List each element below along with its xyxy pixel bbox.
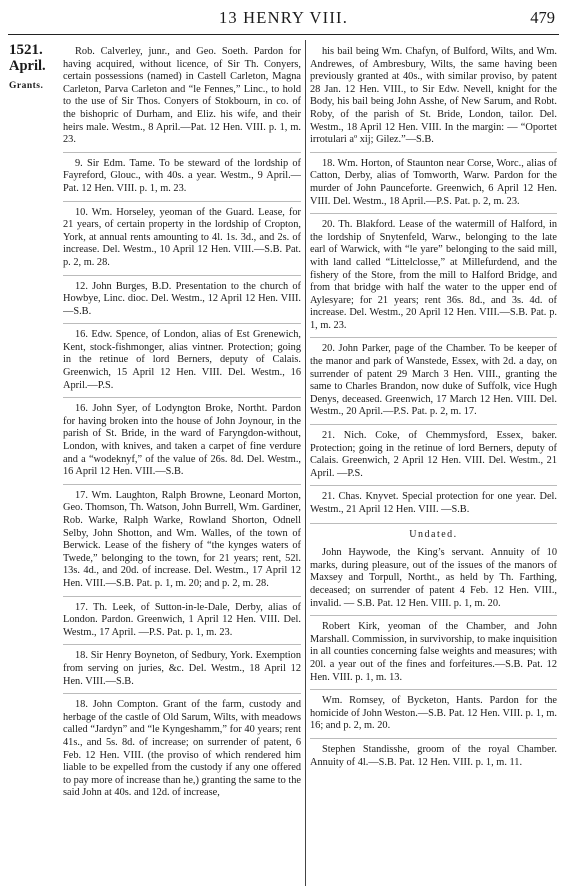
calendar-entry: 21. Nich. Coke, of Chemmysford, Essex, baker. Protection; going in the retinue of lord Berners, deputy of Calais. Greenwich, 2 April 12 Hen. VIII. Del. Westm., 21 April. —P.S. [310,424,557,480]
running-title: 13 HENRY VIII. [218,8,349,27]
page-header [0,8,567,32]
calendar-entry: 18. Sir Henry Boyneton, of Sedbury, York. Exemption from serving on juries, &c. Del. Westm., 18 April 12 Hen. VIII.—S.B. [63,644,301,688]
undated-entry: Stephen Standisshe, groom of the royal Chamber. Annuity of 4l.—S.B. Pat. 12 Hen. VIII. p. 1, m. 11. [310,738,557,769]
calendar-entry: 12. John Burges, B.D. Presentation to the church of Howbye, Linc. dioc. Del. Westm., 12 April 12 Hen. VIII.—S.B. [63,275,301,319]
margin-section: Grants. [9,81,44,91]
calendar-entry: 18. John Compton. Grant of the farm, custody and herbage of the castle of Old Sarum, Wilts, with meadows called “Jardyn” and “le Kyngeshamm,” for 40 years; rent 41s., and 5s. 8d. of increase; on surrender of patent, 6 Feb. 12 Hen. VIII. (the proviso of which rendered him liable to be expelled from the custody if any one offered to pay more of increase than he,) granting the same to the said John at 40s. and 12d. of increase, [63,693,301,800]
calendar-entry: Rob. Calverley, junr., and Geo. Soeth. Pardon for having acquired, without licence, of Sir Th. Conyers, certain possessions (named) in Castell Carleton, Magna Carleton, Parva Carleton and “le Fennes,” Linc., to hold to the use of Sir Thos. Conyers of Stokbourn, in co. of the bishopric of Durham, and Eliz. his wife, and their heirs male. Westm., 8 April.—Pat. 12 Hen. VIII. p. 1, m. 23. [63,46,301,146]
calendar-entry: 21. Chas. Knyvet. Special protection for one year. Del. Westm., 21 April 12 Hen. VIII. —S.B. [310,485,557,516]
column-divider [305,40,306,886]
calendar-entry: 10. Wm. Horseley, yeoman of the Guard. Lease, for 21 years, of certain property in the lordship of Cropton, York, at annual rents amounting to 4l. 1s. 3d., and 2s. of increase. Del. Westm., 10 April 12 Hen. VIII.—S.B. Pat. p. 2, m. 28. [63,201,301,270]
calendar-entry: 16. Edw. Spence, of London, alias of Est Grenewich, Kent, stock-fishmonger, alias vintner. Protection; going in the retinue of lord Berners, deputy of Calais. Greenwich, 15 April 12 Hen. VIII. Del. Westm., 16 April.—P.S. [63,323,301,392]
left-column [63,46,301,886]
calendar-entry: 17. Th. Leek, of Sutton-in-le-Dale, Derby, alias of London. Pardon. Greenwich, 1 April 12 Hen. VIII. Del. Westm., 17 April. —P.S. Pat. p. 1, m. 23. [63,596,301,640]
undated-entry: Wm. Romsey, of Bycketon, Hants. Pardon for the homicide of John Weston.—S.B. Pat. 12 Hen. VIII. p. 1, m. 16; and p. 2, m. 20. [310,689,557,733]
calendar-entry: 20. Th. Blakford. Lease of the watermill of Halford, in the lordship of Snytenfeld, Warw., belonging to the late earl of Warwick, with “le yare” belonging to the said mill, with land called “Littelclosse,” at Millefurdend, and the fishery of the Store, from the mill to Halford Bridge, and from that bridge with half the water to the upper end of Aylesyare; for 21 years; rent 36s. 8d., and 3s. 4d. of increase. Del. Westm., 20 April 12 Hen. VIII.—S.B. Pat. p. 1, m. 23. [310,213,557,332]
calendar-entry: 17. Wm. Laughton, Ralph Browne, Leonard Morton, Geo. Thomson, Th. Watson, John Burrell, Wm. Gardiner, Rob. Warke, Ralph Warke, Rowland Shorton, Odnell Selby, John Shotton, and Wm. Walles, of the town of Berwick. Lease of the fishery of “the kynges waters of Twede,” belonging to the town, for 21 years; rent, 52l. 13s. 4d., and 20d. of increase. Del. Westm., 17 April 12 Hen. VIII.—S.B. Pat. p. 1, m. 20; and p. 2, m. 28. [63,484,301,591]
right-column [310,46,557,886]
margin-month: April. [9,58,46,74]
header-rule [8,34,559,35]
calendar-entry: 20. John Parker, page of the Chamber. To be keeper of the manor and park of Wanstede, Essex, with 2d. a day, on surrender of patent 29 March 3 Hen. VIII., granting the same to Charles Brandon, now duke of Suffolk, vice Hugh Denys, deceased. Greenwich, 17 March 12 Hen. VIII. Del. Westm., 20 April.—P.S. Pat. p. 2, m. 17. [310,337,557,419]
calendar-entry: 18. Wm. Horton, of Staunton near Corse, Worc., alias of Catton, Derby, alias of Tomworth, Warw. Pardon for the murder of John Paunceforte. Greenwich, 6 April 12 Hen. VIII. Del. Westm., 18 April.—P.S. Pat. p. 2, m. 23. [310,152,557,208]
margin-year: 1521. [9,42,43,58]
calendar-entry: 9. Sir Edm. Tame. To be steward of the lordship of Fayreford, Glouc., with 40s. a year. Westm., 9 April.—Pat. 12 Hen. VIII. p. 1, m. 23. [63,152,301,196]
undated-heading: Undated. [310,523,557,542]
undated-entry: Robert Kirk, yeoman of the Chamber, and John Marshall. Commission, in survivorship, to make inquisition in all counties concerning false weights and measures; with 20l. a year out of the fines and forfeitures.—S.B. Pat. 12 Hen. VIII. p. 1, m. 13. [310,615,557,684]
page-number: 479 [530,8,555,27]
margin-notes [9,42,61,91]
calendar-entry: 16. John Syer, of Lodyngton Broke, Northt. Pardon for having broken into the house of John Joynour, in the parish of St. Bride, in the ward of Faryngdon-without, London, with knives, and taken a carpet of fine verdure and a “wodeknyf,” of the value of 26s. 8d. Del. Westm., 16 April 12 Hen. VIII.—S.B. [63,397,301,479]
calendar-entry-continued: his bail being Wm. Chafyn, of Bulford, Wilts, and Wm. Andrewes, of Ambresbury, Wilts, the same having been previously granted at 40s., with similar proviso, by patent 28 Jan. 12 Hen. VIII., to Sir Edw. Nevell, knight for the Body, his bail being John Asshe, of New Sarum, and Robt. Roby, of the parish of St. Bride, London, tailor. Del. Westm., 18 April 12 Hen. VIII. In the margin: — “Oportet irrotulari aº xij; Gilez.”—S.B. [310,46,557,146]
undated-entry: John Haywode, the King’s servant. Annuity of 10 marks, during pleasure, out of the issues of the manors of Maxsey and Torpull, Northt., as held by Th. Farthing, deceased; on surrender of patent 4 Feb. 12 Hen. VIII., invalid. — S.B. Pat. 12 Hen. VIII. p. 1, m. 20. [310,547,557,609]
